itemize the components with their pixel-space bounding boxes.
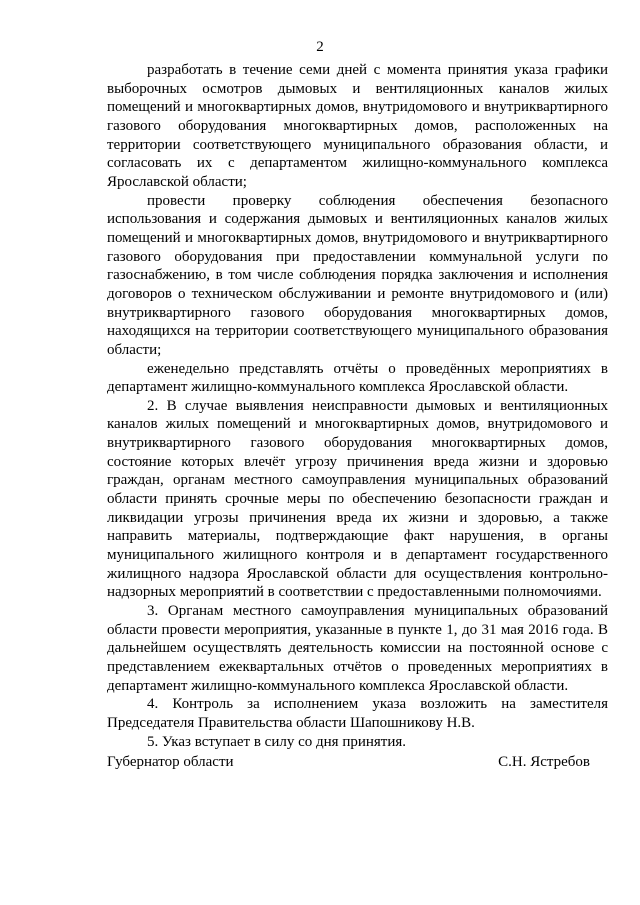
paragraph-conduct-inspection: провести проверку соблюдения обеспечения безопасного использования и содержания дымовых и вентиляционных каналов жилых помещений и многоквартирных домов, внутридомового и внутриквартирного газового оборудования при предоставлении коммунальной услуги по газоснабжению, в том числе соблюдения порядка заключения и исполнения договоров о техническом обслуживании и ремонте внутридомового и (или) внутриквартирного газового оборудования многоквартирных домов, находящихся на территории соответствующего муниципального образования области; xyxy=(107,192,608,358)
page-number: 2 xyxy=(316,39,324,55)
signatory-title: Губернатор области xyxy=(107,754,234,770)
signatory-name: С.Н. Ястребов xyxy=(498,754,590,770)
paragraph-item-3: 3. Органам местного самоуправления муниципальных образований области провести мероприятия, указанные в пункте 1, до 31 мая 2016 года. В дальнейшем осуществлять деятельность комиссии на постоянной основе с представлением ежеквартальных отчётов о проведенных мероприятиях в департамент жилищно-коммунального комплекса Ярославской области. xyxy=(107,603,608,694)
paragraph-schedule-inspections: разработать в течение семи дней с момента принятия указа графики выборочных осмотров дымовых и вентиляционных каналов жилых помещений и многоквартирных домов, внутридомового и внутриквартирного газового оборудования многоквартирных домов, расположенных на территории соответствующего муниципального образования области, и согласовать их с департаментом жилищно-коммунального комплекса Ярославской области; xyxy=(107,62,608,190)
paragraph-item-4: 4. Контроль за исполнением указа возложить на заместителя Председателя Правительства области Шапошникову Н.В. xyxy=(107,696,608,731)
paragraph-item-5: 5. Указ вступает в силу со дня принятия. xyxy=(147,733,407,750)
paragraph-weekly-reports: еженедельно представлять отчёты о проведённых мероприятиях в департамент жилищно-коммунального комплекса Ярославской области. xyxy=(107,360,608,396)
document-body xyxy=(107,61,608,751)
paragraph-item-2: 2. В случае выявления неисправности дымовых и вентиляционных каналов жилых помещений и многоквартирных домов, внутридомового и внутриквартирного газового оборудования многоквартирных домов, состояние которых влечёт угрозу причинения вреда жизни и здоровью граждан, органам местного самоуправления муниципальных образований области принять срочные меры по обеспечению безопасности граждан и ликвидации угрозы причинения вреда их жизни и здоровью, а также направить материалы, подтверждающие факт нарушения, в органы муниципального жилищного контроля и в департамент государственного жилищного надзора Ярославской области для осуществления контрольно-надзорных мероприятий в соответствии с предоставленными полномочиями. xyxy=(107,397,608,601)
